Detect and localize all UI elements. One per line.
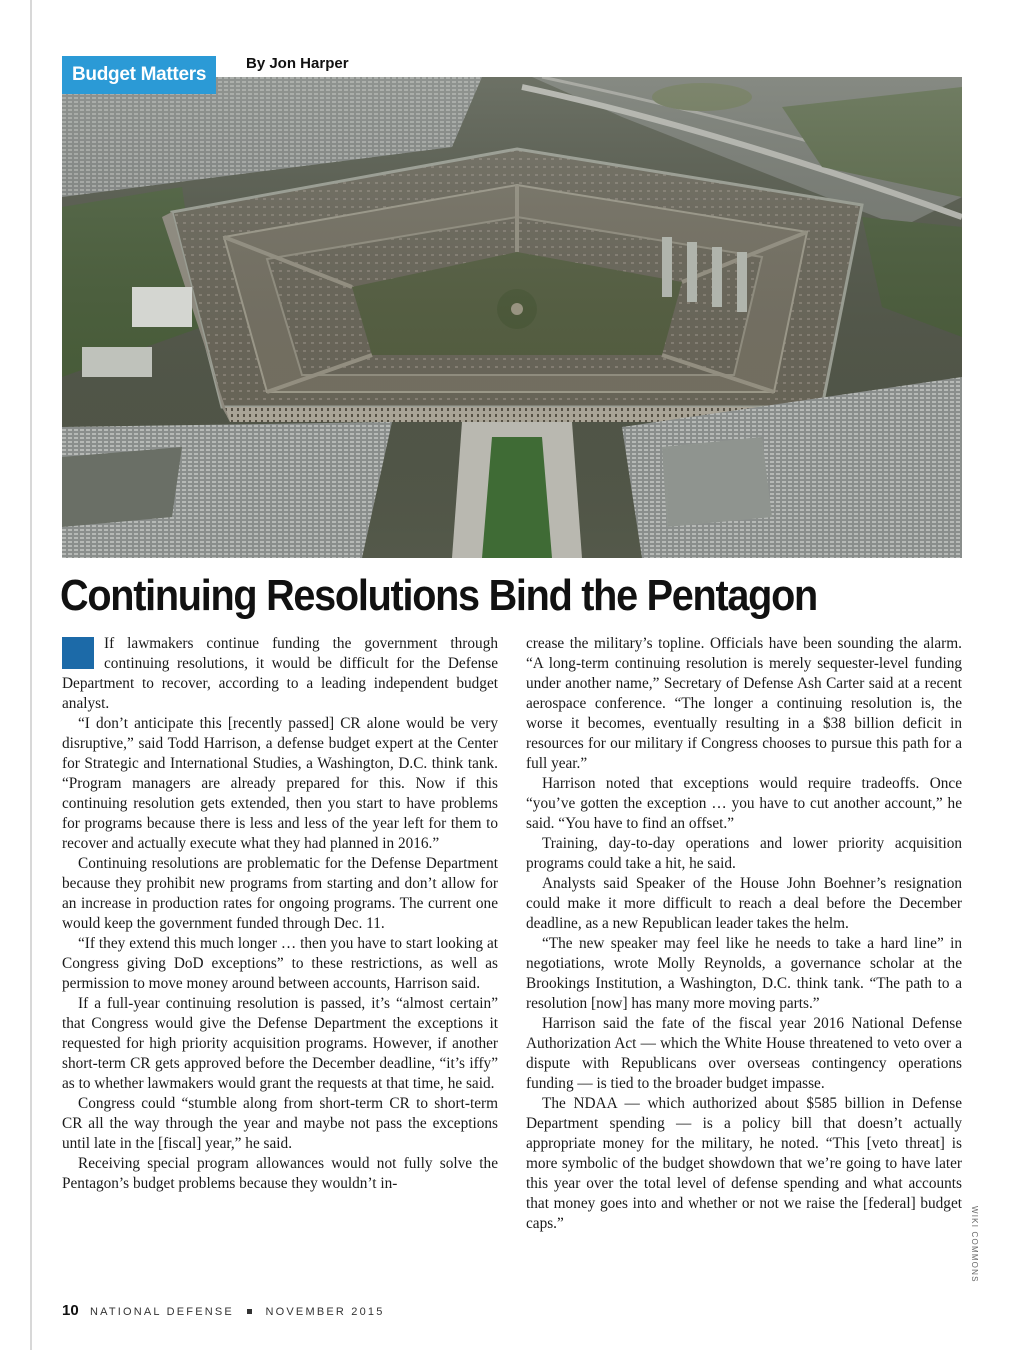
footer-separator: [247, 1309, 252, 1314]
page-footer: [62, 1302, 385, 1319]
paragraph-text: If lawmakers continue funding the government through continuing resolutions, it would be difficult for the Defense Department to recover, according to a leading independent budget analyst.: [62, 635, 498, 712]
headline: Continuing Resolutions Bind the Pentagon: [60, 571, 817, 620]
publication-name: NATIONAL DEFENSE: [89, 1306, 234, 1318]
paragraph: “If they extend this much longer … then you have to start looking at Congress giving DoD exceptions” to these restrictions, as well as permission to move money around between accounts, Harrison said.: [62, 935, 498, 992]
photo-credit: WIKI COMMONS: [970, 1206, 979, 1283]
paragraph: Receiving special program allowances would not fully solve the Pentagon’s budget problems because they wouldn’t in-: [62, 1155, 498, 1192]
paragraph: Continuing resolutions are problematic for the Defense Department because they prohibit new programs from starting and don’t allow for an increase in production rates for ongoing programs. The current one would keep the government funded through Dec. 11.: [62, 855, 498, 932]
paragraph: The NDAA — which authorized about $585 billion in Defense Department spending — is a policy bill that doesn’t actually appropriate money for the military, he noted. “This [veto threat] is more symbolic of the budget showdown that we’re going to have later this year over the total level of defense spending and what accounts that money goes into and whether or not we raise the [federal] budget caps.”: [526, 1095, 962, 1232]
paragraph: [62, 634, 498, 714]
drop-cap-square: [62, 637, 94, 669]
paragraph: If a full-year continuing resolution is passed, it’s “almost certain” that Congress would give the Defense Department the exceptions it requested for high priority acquisition programs. However, if another short-term CR gets approved before the December deadline, “it’s iffy” as to whether lawmakers would grant the requests at that time, he said.: [62, 995, 498, 1092]
page-number: 10: [62, 1302, 79, 1319]
byline: By Jon Harper: [246, 55, 349, 72]
page-margin-rule: [30, 0, 32, 1350]
paragraph: “The new speaker may feel like he needs to take a hard line” in negotiations, wrote Molly Reynolds, a governance scholar at the Brookings Institution, a Washington, D.C. think tank. “The path to a resolution [now] has many more moving parts.”: [526, 935, 962, 1012]
paragraph: crease the military’s topline. Officials have been sounding the alarm. “A long-term continuing resolution is merely sequester-level funding under another name,” Secretary of Defense Ash Carter said at a recent aerospace conference. “The longer a continuing resolution is, the worse it becomes, eventually resulting in a $38 billion deficit in resources for our military if Congress chooses to pursue this path for a full year.”: [526, 635, 962, 772]
paragraph: Harrison said the fate of the fiscal year 2016 National Defense Authorization Act — which the White House threatened to veto over a dispute with Republicans over overseas contingency operations funding — is tied to the broader budget impasse.: [526, 1015, 962, 1092]
paragraph: “I don’t anticipate this [recently passed] CR alone would be very disruptive,” said Todd Harrison, a defense budget expert at the Center for Strategic and International Studies, a Washington, D.C. think tank. “Program managers are already prepared for this. Now if this continuing resolution gets extended, then you start to have problems for programs because there is less and less of the year left for them to recover and actually execute what they had planned in 2016.”: [62, 715, 498, 852]
section-tag: Budget Matters: [62, 56, 216, 94]
paragraph: Congress could “stumble along from short-term CR to short-term CR all the way through the year and maybe not pass the exceptions until late in the [fiscal] year,” he said.: [62, 1095, 498, 1152]
paragraph: Harrison noted that exceptions would require tradeoffs. Once “you’ve gotten the exception … you have to cut another account,” he said. “You have to find an offset.”: [526, 775, 962, 832]
article-column-right: [526, 634, 962, 1234]
article-column-left: [62, 634, 498, 1194]
issue-date: NOVEMBER 2015: [265, 1306, 385, 1318]
paragraph: Analysts said Speaker of the House John Boehner’s resignation could make it more difficult to reach a deal before the December deadline, as a new Republican leader takes the helm.: [526, 875, 962, 932]
pentagon-aerial-photo: [62, 77, 962, 558]
paragraph: Training, day-to-day operations and lower priority acquisition programs could take a hit, he said.: [526, 835, 962, 872]
